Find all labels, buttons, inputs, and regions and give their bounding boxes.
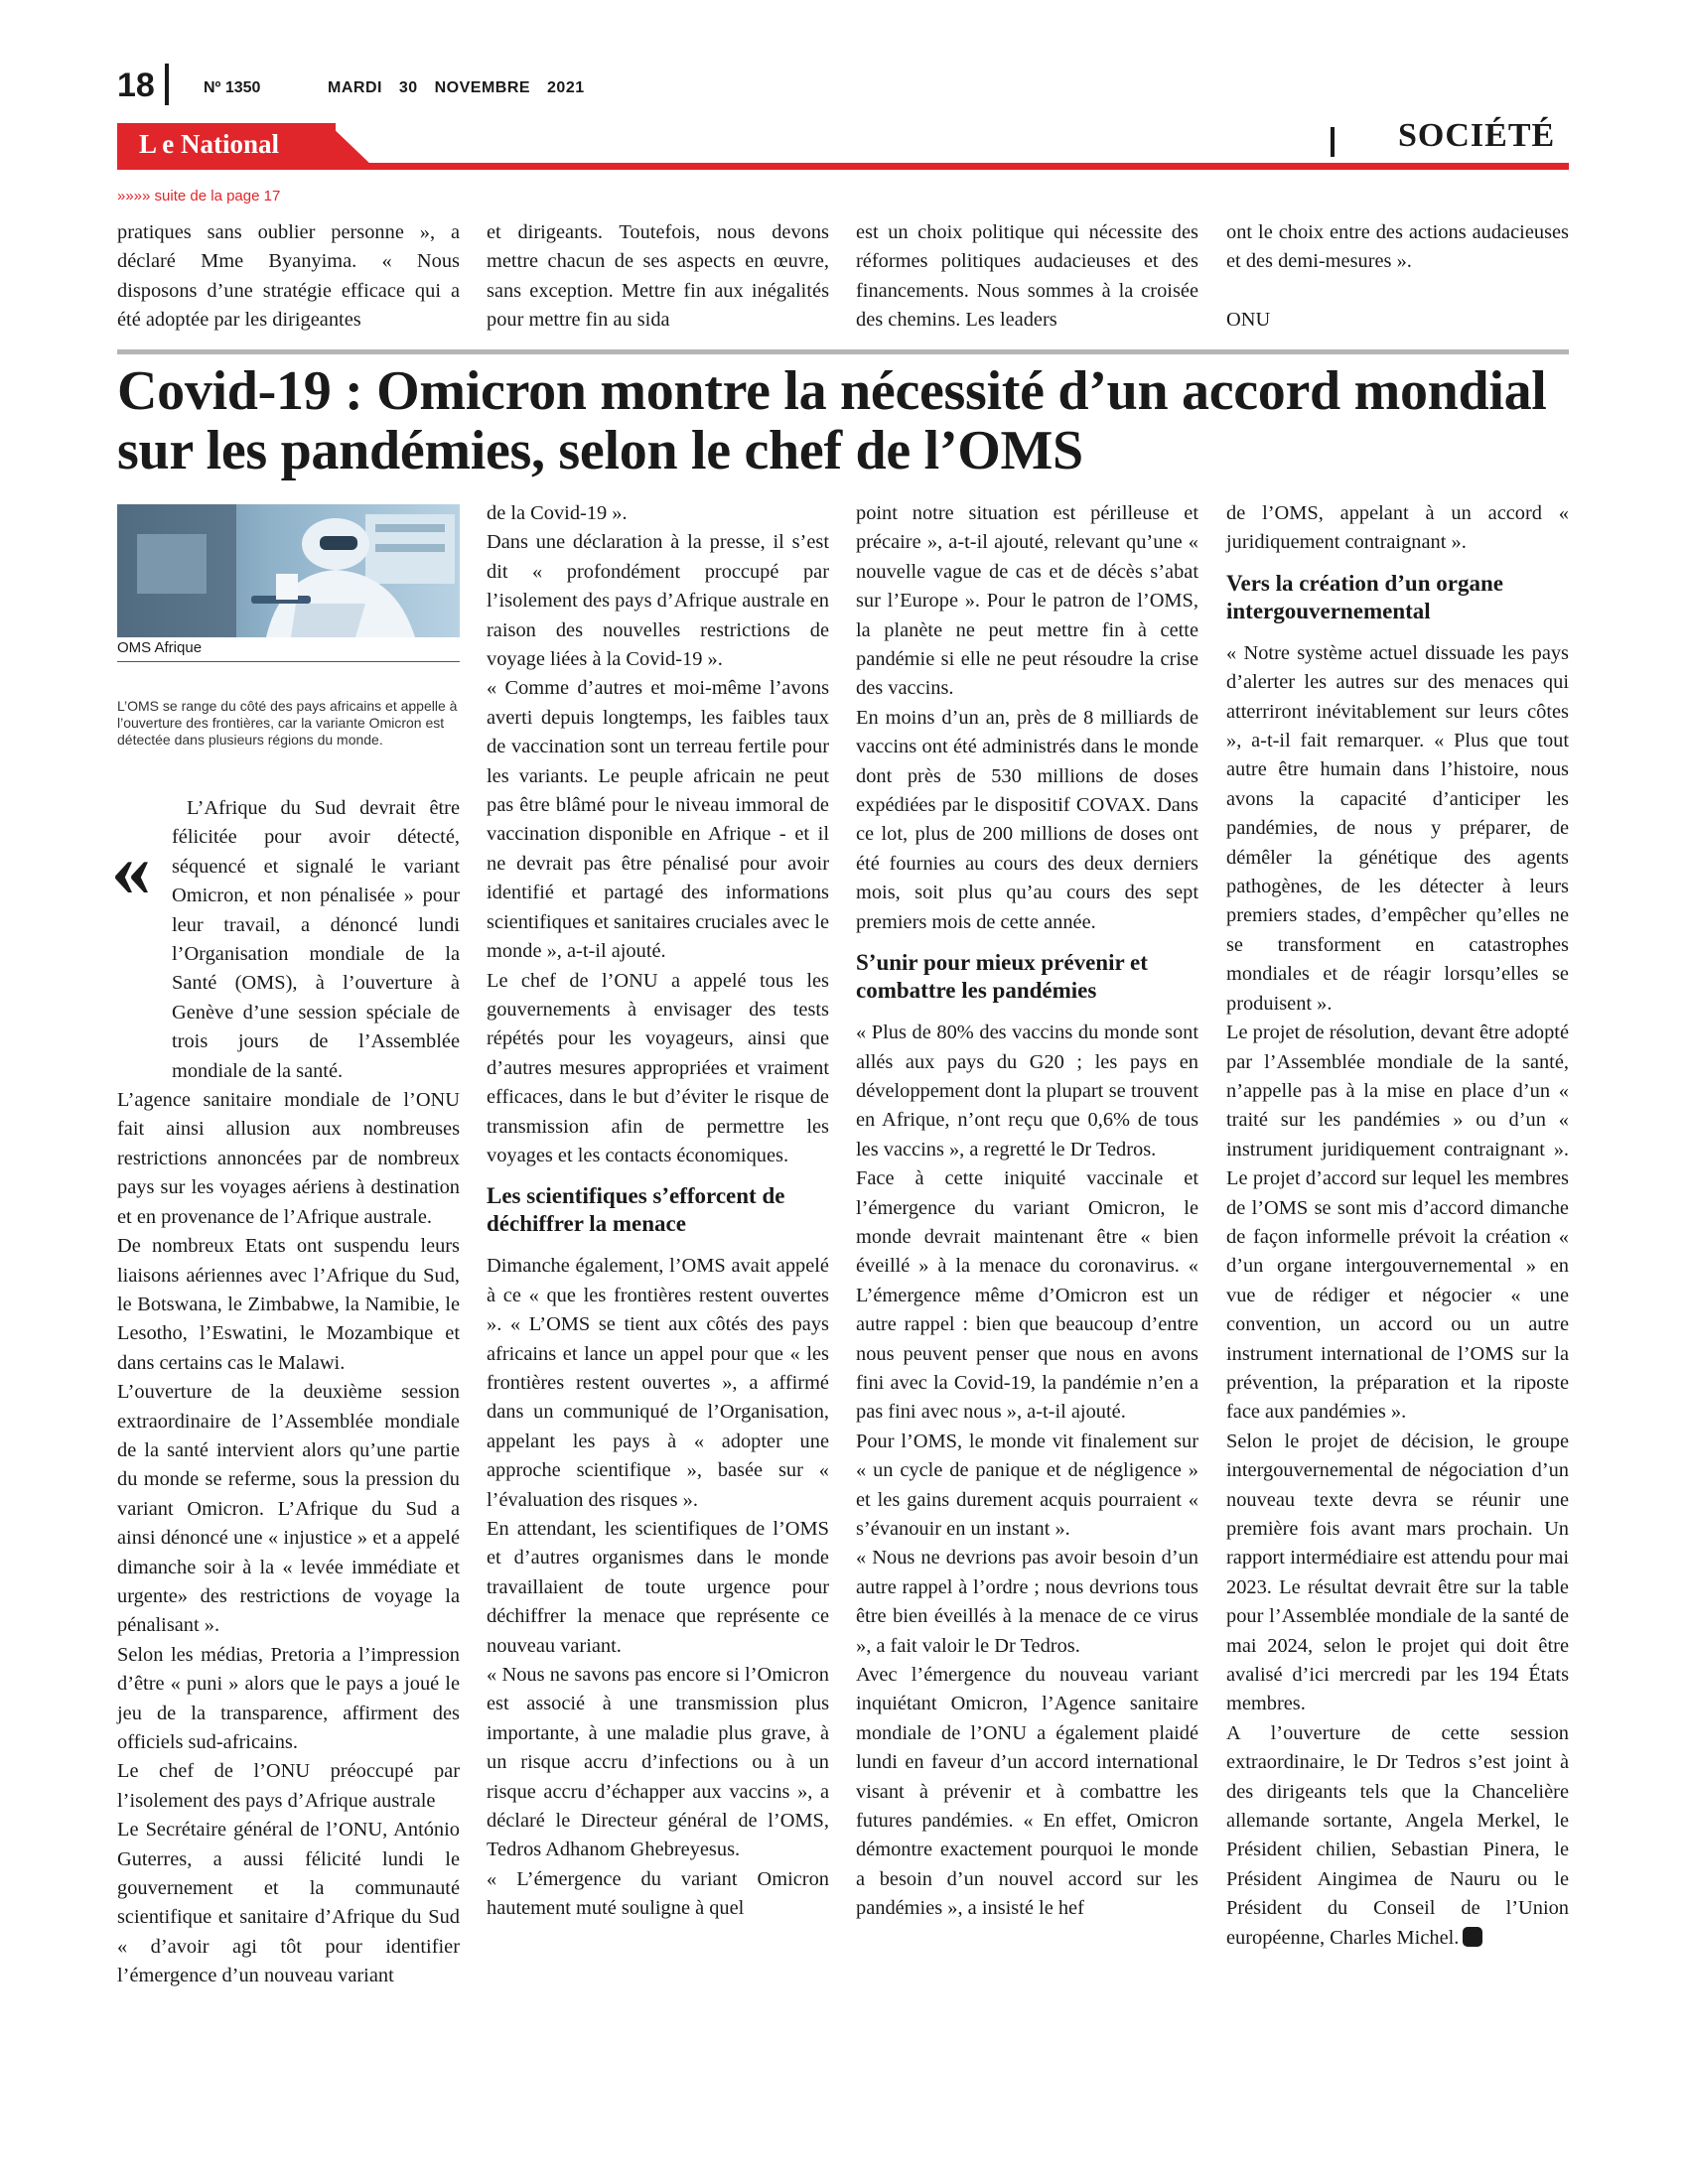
article-headline: Covid-19 : Omicron montre la nécessité d’un accord mondial sur les pandémies, selon le chef de l’OMS	[117, 360, 1547, 481]
photo-credit: OMS Afrique	[117, 639, 203, 656]
lead-quote-mark: «	[111, 826, 151, 913]
article-column-4	[1226, 499, 1569, 1953]
paragraph: Face à cette iniquité vaccinale et l’émergence du variant Omicron, le monde devrait maintenant être « bien éveillé » à la menace du coronavirus. « L’émergence même d’Omicron est un autre rappel : bien que beaucoup d’entre nous peuvent penser que nous en avons fini avec la Covid-19, la pandémie n’en a pas fini avec nous », a-t-il ajouté.	[856, 1167, 1198, 1424]
article-photo	[117, 504, 460, 637]
paragraph: Le projet de résolution, devant être adopté par l’Assemblée mondiale de la santé, n’appelle pas à la mise en place d’un « traité sur les pandémies » ou d’un « instrument juridiquement contraignant ». Le projet d’accord sur lequel les membres de l’OMS se sont mis d’accord dimanche de façon informelle prévoit la création « d’un organe intergouvernemental » en vue de rédiger et négocier « une convention, un accord ou un autre instrument international de l’OMS sur la prévention, la préparation et la riposte face aux pandémies ».	[1226, 1022, 1569, 1424]
paragraph: En moins d’un an, près de 8 milliards de vaccins ont été administrés dans le monde dont près de 530 millions de doses expédiées par le dispositif COVAX. Dans ce lot, plus de 200 millions de doses ont été fournies au cours des deux derniers mois, soit plus qu’au cours des sept premiers mois de cette année.	[856, 706, 1198, 933]
previous-article-signature: ONU	[1226, 308, 1271, 331]
section-divider	[1331, 127, 1335, 157]
section-title: SOCIÉTÉ	[1398, 117, 1556, 154]
previous-article-col-4	[1226, 218, 1569, 340]
paragraph: Le Secrétaire général de l’ONU, António Guterres, a aussi félicité lundi le gouvernement et la communauté scientifique et sanitaire d’Afrique du Sud « d’avoir agi tôt pour identifier l’émergence d’un nouveau variant	[117, 1819, 460, 1987]
paragraph: « Plus de 80% des vaccins du monde sont allés aux pays du G20 ; les pays en développement dont la plupart se trouvent en Afrique, n’ont reçu que 0,6% de tous les vaccins », a regretté le Dr Tedros.	[856, 1022, 1198, 1160]
page-number-divider	[165, 64, 169, 105]
paragraph: Le chef de l’ONU a appelé tous les gouvernements à envisager des tests répétés pour les voyageurs, ainsi que d’autres mesures appropriées et vraiment efficaces, dans le but d’éviter le risque de transmission afin de permettre les voyages et les contacts économiques.	[487, 969, 829, 1166]
paragraph: De nombreux Etats ont suspendu leurs liaisons aériennes avec l’Afrique du Sud, le Botswana, le Zimbabwe, la Namibie, le Lesotho, l’Eswatini, le Mozambique et dans certains cas le Malawi.	[117, 1235, 460, 1374]
paragraph-text: A l’ouverture de cette session extraordinaire, le Dr Tedros s’est joint à des dirigeants tels que la Chancelière allemande sortante, Angela Merkel, le Président chilien, Sebastian Pinera, le Président Aingimea de Nauru ou le Président du Conseil de l’Union européenne, Charles Michel.	[1226, 1721, 1569, 1949]
paragraph: de la Covid-19 ».	[487, 502, 628, 524]
previous-article-col-3	[856, 218, 1198, 340]
previous-article-text: et dirigeants. Toutefois, nous devons mettre chacun de ses aspects en œuvre, sans exception. Mettre fin aux inégalités pour mettre fin au sida	[487, 221, 829, 332]
paragraph: En attendant, les scientifiques de l’OMS et d’autres organismes dans le monde travaillaient de toute urgence pour déchiffrer la menace que représente ce nouveau variant.	[487, 1518, 829, 1657]
paragraph: de l’OMS, appelant à un accord « juridiquement contraignant ».	[1226, 502, 1569, 554]
paragraph: « L’émergence du variant Omicron hautement muté souligne à quel	[487, 1867, 829, 1920]
paragraph: L’agence sanitaire mondiale de l’ONU fait ainsi allusion aux nombreuses restrictions annoncées par de nombreux pays sur les voyages aériens à destination et en provenance de l’Afrique australe.	[117, 1089, 460, 1228]
subheading: Les scientifiques s’efforcent de déchiffrer la menace	[487, 1183, 785, 1237]
paragraph: Selon les médias, Pretoria a l’impression d’être « puni » alors que le pays a joué le jeu de la transparence, affirment des officiels sud-africains.	[117, 1643, 460, 1753]
paragraph: Dans une déclaration à la presse, il s’est dit « profondément proccupé par l’isolement des pays d’Afrique australe en raison des nouvelles restrictions de voyage liées à la Covid-19 ».	[487, 531, 829, 671]
paragraph: Le chef de l’ONU préoccupé par l’isolement des pays d’Afrique australe	[117, 1760, 460, 1812]
paragraph: Avec l’émergence du nouveau variant inquiétant Omicron, l’Agence sanitaire mondiale de l’ONU a également plaidé lundi en faveur d’un accord international visant à prévenir et à combattre les futures pandémies. « En effet, Omicron démontre exactement pourquoi le monde a besoin d’un nouvel accord sur les pandémies », a insisté le hef	[856, 1664, 1198, 1920]
paragraph: « Nous ne devrions pas avoir besoin d’un autre rappel à l’ordre ; nous devrions tous être bien éveillés à la menace de ce virus », a fait valoir le Dr Tedros.	[856, 1547, 1198, 1657]
photo-caption: L’OMS se range du côté des pays africains et appelle à l’ouverture des frontières, car la variante Omicron est détectée dans plusieurs régions du monde.	[117, 698, 458, 748]
continuation-note: »»»» suite de la page 17	[117, 188, 281, 205]
newspaper-brand: L e National	[139, 129, 280, 159]
article-separator	[117, 349, 1569, 354]
paragraph: L’Afrique du Sud devrait être félicitée pour avoir détecté, séquencé et signalé le variant Omicron, et non pénalisée » pour leur travail, a dénoncé lundi l’Organisation mondiale de la Santé (OMS), à l’ouverture à Genève d’une session spéciale de trois jours de l’Assemblée mondiale de la santé.	[172, 797, 460, 1082]
previous-article-text: pratiques sans oublier personne », a déclaré Mme Byanyima. « Nous disposons d’une stratégie efficace qui a été adoptée par les dirigeantes	[117, 221, 460, 332]
paragraph: point notre situation est périlleuse et précaire », a-t-il ajouté, relevant qu’une « nouvelle vague de cas et de décès s’abat sur l’Europe ». Pour le patron de l’OMS, la planète ne peut mettre fin à cette pandémie si elle ne peut résoudre la crise des vaccins.	[856, 502, 1198, 700]
page-number: 18	[117, 67, 155, 104]
article-column-1	[117, 794, 460, 1991]
paragraph: Selon le projet de décision, le groupe intergouvernemental de négociation d’un nouveau texte devra se réunir une première fois avant mars prochain. Un rapport intermédiaire est attendu pour mai 2023. Le résultat devrait être sur la table pour l’Assemblée mondiale de la santé de mai 2024, selon le projet qui doit être avalisé d’ici mercredi par les 194 États membres.	[1226, 1430, 1569, 1715]
subheading: S’unir pour mieux prévenir et combattre les pandémies	[856, 950, 1148, 1004]
end-of-article-icon	[1463, 1927, 1482, 1947]
issue-number: Nº 1350	[204, 79, 261, 96]
previous-article-text: ont le choix entre des actions audacieuses et des demi-mesures ».	[1226, 221, 1569, 273]
paragraph: « Notre système actuel dissuade les pays d’alerter les autres sur des menaces qui atterriront inévitablement sur leurs côtes », a-t-il fait remarquer. « Plus que tout autre être humain dans l’histoire, nous avons la capacité d’anticiper les pandémies, de nous y préparer, de démêler la génétique des agents pathogènes, de les détecter à leurs premiers stades, d’empêcher qu’elles ne se transforment en catastrophes mondiales et de réagir lorsqu’elles se produisent ».	[1226, 641, 1569, 1015]
brand-tab-slant	[328, 123, 373, 167]
previous-article-col-2	[487, 218, 829, 340]
photo-credit-rule	[117, 661, 460, 662]
paragraph: « Nous ne savons pas encore si l’Omicron est associé à une transmission plus importante, à une maladie plus grave, à un risque accru d’infections ou à un risque accru d’échapper aux vaccins », a déclaré le Directeur général de l’OMS, Tedros Adhanom Ghebreyesus.	[487, 1664, 829, 1861]
article-column-2	[487, 499, 829, 1924]
final-paragraph	[1226, 1719, 1569, 1953]
paragraph: Pour l’OMS, le monde vit finalement sur « un cycle de panique et de négligence » et les gains durement acquis pourraient « s’évanouir en un instant ».	[856, 1430, 1198, 1540]
paragraph: « Comme d’autres et moi-même l’avons averti depuis longtemps, les faibles taux de vaccination sont un terreau fertile pour les variants. Le peuple africain ne peut pas être blâmé pour le niveau immoral de vaccination disponible en Afrique - et il ne devrait pas être pénalisé pour avoir identifié et partagé des informations scientifiques et sanitaires cruciales avec le monde », a-t-il ajouté.	[487, 677, 829, 963]
paragraph: L’ouverture de la deuxième session extraordinaire de l’Assemblée mondiale de la santé intervient alors qu’une partie du monde se referme, sous la pression du variant Omicron. L’Afrique du Sud a ainsi dénoncé une « injustice » et a appelé dimanche soir à la « levée immédiate et urgente» des restrictions de voyage la pénalisant ».	[117, 1381, 460, 1637]
lab-worker-photo	[117, 504, 460, 637]
previous-article-text: est un choix politique qui nécessite des réformes politiques audacieuses et des financements. Nous sommes à la croisée des chemins. Les leaders	[856, 221, 1198, 332]
paragraph: Dimanche également, l’OMS avait appelé à ce « que les frontières restent ouvertes ». « L’OMS se tient aux côtés des pays africains et lance un appel pour que « les frontières restent ouvertes », a affirmé dans un communiqué de l’Organisation, appelant les pays à « adopter une approche scientifique », basée sur « l’évaluation des risques ».	[487, 1255, 829, 1511]
issue-date: MARDI 30 NOVEMBRE 2021	[328, 79, 585, 96]
article-column-3	[856, 499, 1198, 1924]
subheading: Vers la création d’un organe intergouvernemental	[1226, 570, 1503, 623]
previous-article-col-1	[117, 218, 460, 340]
